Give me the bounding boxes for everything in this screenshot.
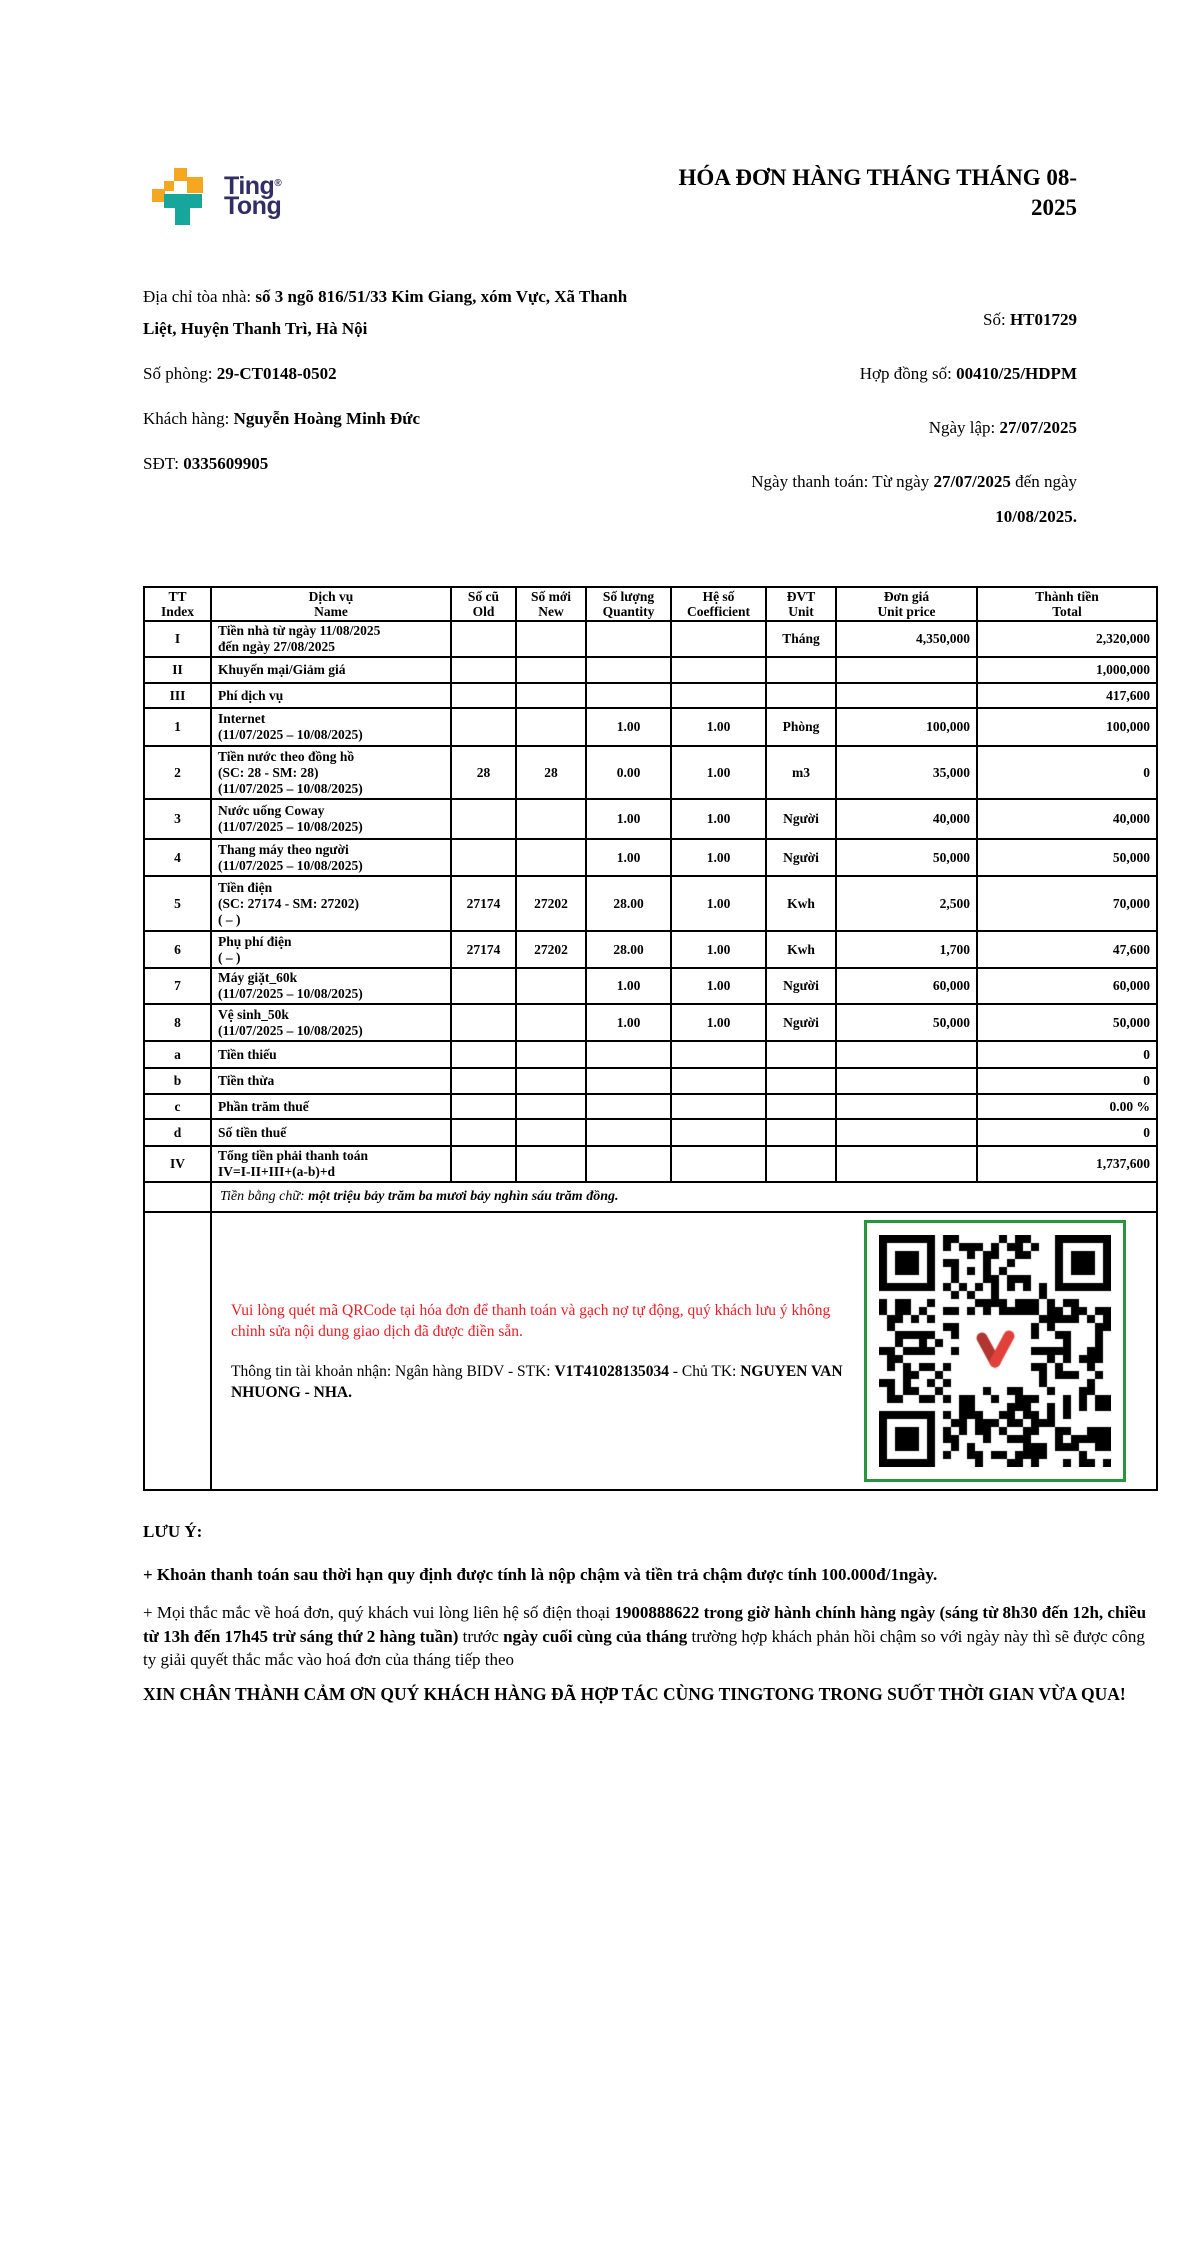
- table-cell-qty: [586, 1041, 671, 1068]
- table-row: [144, 1146, 1157, 1182]
- table-cell-unit: Người: [766, 1004, 836, 1041]
- table-cell-qty: 1.00: [586, 1004, 671, 1041]
- table-cell-new: [516, 708, 586, 746]
- table-row: [144, 708, 1157, 746]
- info-line: [557, 499, 1077, 534]
- table-cell-coef: 1.00: [671, 876, 766, 931]
- text-segment: 27/07/2025: [999, 418, 1077, 437]
- table-cell-total: 1,000,000: [977, 657, 1157, 683]
- table-cell-tt: 4: [144, 839, 211, 876]
- hotline-note: [143, 1601, 1156, 1672]
- thank-you-note: [143, 1682, 1156, 1707]
- text-segment: SĐT:: [143, 454, 184, 473]
- table-cell-unit: Phòng: [766, 708, 836, 746]
- logo-word-ting: Ting: [224, 172, 275, 200]
- text-segment: đến ngày: [1010, 472, 1077, 491]
- table-cell-coef: [671, 1068, 766, 1094]
- bank-account-info: [231, 1361, 848, 1403]
- table-cell-price: [836, 683, 977, 708]
- column-header: Thành tiền Total: [977, 587, 1157, 621]
- text-segment: - Chủ TK:: [669, 1362, 741, 1380]
- text-segment: 27/07/2025: [933, 472, 1011, 491]
- table-cell-new: [516, 683, 586, 708]
- table-cell-coef: [671, 621, 766, 657]
- table-cell-unit: Kwh: [766, 931, 836, 968]
- table-cell-coef: 1.00: [671, 931, 766, 968]
- table-cell-total: 0: [977, 1119, 1157, 1146]
- table-cell-price: 50,000: [836, 839, 977, 876]
- table-cell-coef: 1.00: [671, 799, 766, 839]
- qr-payment-row: [144, 1212, 1157, 1490]
- table-cell-tt: 8: [144, 1004, 211, 1041]
- table-cell-name: Tiền điện (SC: 27174 - SM: 27202) ( – ): [211, 876, 451, 931]
- table-cell-total: 47,600: [977, 931, 1157, 968]
- table-cell-price: [836, 1068, 977, 1094]
- table-row: [144, 968, 1157, 1004]
- table-cell-total: 0: [977, 746, 1157, 799]
- table-cell-tt: 6: [144, 931, 211, 968]
- tingtong-logo-icon: [152, 168, 210, 234]
- table-cell-old: [451, 968, 516, 1004]
- table-cell-price: 50,000: [836, 1004, 977, 1041]
- table-cell-total: 100,000: [977, 708, 1157, 746]
- table-cell-total: 50,000: [977, 839, 1157, 876]
- table-row: [144, 876, 1157, 931]
- table-cell-price: 4,350,000: [836, 621, 977, 657]
- table-cell-old: [451, 708, 516, 746]
- table-cell-tt: c: [144, 1094, 211, 1119]
- footer-notes: [143, 1521, 1156, 1707]
- table-cell-price: 40,000: [836, 799, 977, 839]
- table-cell-name: Phí dịch vụ: [211, 683, 451, 708]
- table-cell-coef: [671, 1119, 766, 1146]
- table-cell-name: Internet (11/07/2025 – 10/08/2025): [211, 708, 451, 746]
- late-payment-note: [143, 1564, 1156, 1585]
- table-row: [144, 1004, 1157, 1041]
- table-cell-tt: 1: [144, 708, 211, 746]
- table-cell-price: 100,000: [836, 708, 977, 746]
- table-cell-qty: 28.00: [586, 876, 671, 931]
- table-cell-total: 50,000: [977, 1004, 1157, 1041]
- table-cell-name: Máy giặt_60k (11/07/2025 – 10/08/2025): [211, 968, 451, 1004]
- info-line: [557, 302, 1077, 337]
- text-segment: 10/08/2025.: [995, 507, 1077, 526]
- table-cell-tt: 2: [144, 746, 211, 799]
- table-row: [144, 839, 1157, 876]
- table-header-row: [144, 587, 1157, 621]
- invoice-meta-info: [557, 302, 1077, 553]
- table-row: [144, 1094, 1157, 1119]
- tingtong-logo-text: [224, 168, 282, 220]
- table-cell-name: Tiền nước theo đồng hồ (SC: 28 - SM: 28) (11/07/2025 – 10/08/2025): [211, 746, 451, 799]
- text-segment: Ngày lập:: [928, 418, 1000, 437]
- empty-cell: [144, 1212, 211, 1490]
- tingtong-logo: [152, 168, 281, 234]
- table-row: [144, 1068, 1157, 1094]
- table-cell-name: Thang máy theo người (11/07/2025 – 10/08/2025): [211, 839, 451, 876]
- table-cell-tt: I: [144, 621, 211, 657]
- table-cell-price: [836, 1094, 977, 1119]
- table-cell-unit: [766, 1094, 836, 1119]
- text-segment: 00410/25/HDPM: [956, 364, 1077, 383]
- table-cell-unit: [766, 683, 836, 708]
- table-cell-price: 1,700: [836, 931, 977, 968]
- text-segment: ngày cuối cùng của tháng: [503, 1626, 688, 1646]
- table-cell-old: 27174: [451, 931, 516, 968]
- table-cell-tt: a: [144, 1041, 211, 1068]
- table-cell-price: [836, 1041, 977, 1068]
- table-cell-qty: [586, 683, 671, 708]
- table-cell-new: [516, 1119, 586, 1146]
- table-cell-coef: [671, 683, 766, 708]
- table-cell-tt: 3: [144, 799, 211, 839]
- table-cell-price: 60,000: [836, 968, 977, 1004]
- table-cell-coef: 1.00: [671, 1004, 766, 1041]
- table-cell-unit: m3: [766, 746, 836, 799]
- table-cell-total: 417,600: [977, 683, 1157, 708]
- table-cell-total: 60,000: [977, 968, 1157, 1004]
- table-cell-old: [451, 1041, 516, 1068]
- invoice-title-line2: 2025: [1031, 195, 1077, 220]
- registered-mark: ®: [274, 178, 282, 189]
- table-cell-qty: [586, 657, 671, 683]
- text-segment: Khách hàng:: [143, 409, 234, 428]
- qr-code: [879, 1235, 1111, 1467]
- table-cell-name: Tiền thừa: [211, 1068, 451, 1094]
- table-cell-new: 28: [516, 746, 586, 799]
- text-segment: trong giờ hành chính hàng ngày (sáng từ 8h30 đến 12h, chiều từ 13h đến 17h45 trừ sáng thứ 2 hàng tuần): [143, 1603, 1147, 1646]
- table-cell-old: [451, 657, 516, 683]
- table-cell-qty: 1.00: [586, 799, 671, 839]
- table-cell-unit: Người: [766, 839, 836, 876]
- text-segment: Nguyễn Hoàng Minh Đức: [233, 409, 421, 428]
- table-cell-old: [451, 683, 516, 708]
- text-segment: Thông tin tài khoản nhận: Ngân hàng BIDV - STK:: [231, 1362, 555, 1380]
- table-cell-new: 27202: [516, 931, 586, 968]
- table-cell-coef: 1.00: [671, 746, 766, 799]
- table-cell-old: [451, 621, 516, 657]
- table-cell-new: [516, 1068, 586, 1094]
- logo-word-tong: Tong: [224, 192, 282, 220]
- table-cell-old: [451, 1146, 516, 1182]
- qr-code-frame: [864, 1220, 1126, 1482]
- text-segment: + Khoản thanh toán sau thời hạn quy định được tính là nộp chậm và tiền trả chậm được tính 100.000đ/1ngày.: [143, 1565, 938, 1584]
- text-segment: 0335609905: [183, 454, 269, 473]
- table-cell-qty: [586, 621, 671, 657]
- table-cell-new: [516, 621, 586, 657]
- column-header: Số mới New: [516, 587, 586, 621]
- table-cell-qty: 1.00: [586, 968, 671, 1004]
- text-segment: NGUYEN VAN NHUONG - NHA.: [231, 1362, 843, 1401]
- amount-in-words-cell: Tiền bằng chữ: một triệu bảy trăm ba mươi bảy nghìn sáu trăm đồng.: [211, 1182, 1157, 1212]
- text-segment: trường hợp khách phản hồi chậm so với ngày này thì sẽ được công ty giải quyết thắc mắc vào hoá đơn của tháng tiếp theo: [143, 1626, 1145, 1669]
- text-segment: 1900888622: [614, 1603, 700, 1622]
- table-cell-old: 27174: [451, 876, 516, 931]
- table-cell-total: 40,000: [977, 799, 1157, 839]
- text-segment: 29-CT0148-0502: [216, 364, 337, 383]
- table-cell-name: Phụ phí điện ( – ): [211, 931, 451, 968]
- column-header: Dịch vụ Name: [211, 587, 451, 621]
- qr-instructions: [212, 1300, 864, 1403]
- invoice-table: [143, 586, 1158, 1491]
- table-cell-price: 35,000: [836, 746, 977, 799]
- text-segment: Số phòng:: [143, 364, 217, 383]
- table-cell-name: Khuyến mại/Giảm giá: [211, 657, 451, 683]
- table-cell-tt: 5: [144, 876, 211, 931]
- text-segment: + Mọi thắc mắc về hoá đơn, quý khách vui lòng liên hệ số điện thoại: [143, 1603, 615, 1622]
- text-segment: Hợp đồng số:: [859, 364, 957, 383]
- table-row: [144, 746, 1157, 799]
- info-line: [557, 410, 1077, 445]
- table-cell-new: [516, 657, 586, 683]
- table-cell-name: Vệ sinh_50k (11/07/2025 – 10/08/2025): [211, 1004, 451, 1041]
- table-cell-coef: 1.00: [671, 968, 766, 1004]
- column-header: TT Index: [144, 587, 211, 621]
- text-segment: Ngày thanh toán: Từ ngày: [751, 472, 934, 491]
- text-segment: số 3 ngõ 816/51/33 Kim Giang, xóm Vực, Xã Thanh Liệt, Huyện Thanh Trì, Hà Nội: [143, 287, 628, 338]
- table-cell-qty: [586, 1146, 671, 1182]
- table-cell-total: 0.00 %: [977, 1094, 1157, 1119]
- table-cell-qty: [586, 1094, 671, 1119]
- table-cell-price: [836, 657, 977, 683]
- table-cell-qty: [586, 1119, 671, 1146]
- table-cell-old: [451, 1119, 516, 1146]
- invoice-title-line1: HÓA ĐƠN HÀNG THÁNG THÁNG 08-: [678, 165, 1077, 190]
- table-cell-tt: IV: [144, 1146, 211, 1182]
- table-cell-unit: [766, 1041, 836, 1068]
- table-cell-tt: II: [144, 657, 211, 683]
- table-cell-coef: 1.00: [671, 839, 766, 876]
- invoice-title: [537, 163, 1077, 223]
- table-row: [144, 657, 1157, 683]
- table-cell-old: [451, 1094, 516, 1119]
- table-cell-name: Tiền thiếu: [211, 1041, 451, 1068]
- table-cell-coef: [671, 1041, 766, 1068]
- column-header: Đơn giá Unit price: [836, 587, 977, 621]
- table-cell-new: [516, 1094, 586, 1119]
- table-cell-new: 27202: [516, 876, 586, 931]
- table-cell-unit: [766, 1146, 836, 1182]
- table-cell-price: [836, 1146, 977, 1182]
- text-segment: HT01729: [1009, 310, 1077, 329]
- column-header: Số cũ Old: [451, 587, 516, 621]
- table-cell-qty: 1.00: [586, 708, 671, 746]
- table-cell-name: Nước uống Coway (11/07/2025 – 10/08/2025): [211, 799, 451, 839]
- info-line: [557, 464, 1077, 499]
- table-row: [144, 683, 1157, 708]
- table-cell-new: [516, 968, 586, 1004]
- qr-red-note: Vui lòng quét mã QRCode tại hóa đơn để thanh toán và gạch nợ tự động, quý khách lưu ý không chỉnh sửa nội dung giao dịch đã được điền sẵn.: [231, 1301, 831, 1340]
- table-cell-total: 70,000: [977, 876, 1157, 931]
- table-cell-tt: d: [144, 1119, 211, 1146]
- table-cell-unit: [766, 657, 836, 683]
- amount-in-words-value: một triệu bảy trăm ba mươi bảy nghìn sáu trăm đồng.: [308, 1189, 619, 1204]
- text-segment: trước: [458, 1626, 504, 1646]
- table-cell-coef: [671, 1094, 766, 1119]
- table-row: [144, 931, 1157, 968]
- amount-in-words-row: [144, 1182, 1157, 1212]
- table-cell-unit: Người: [766, 799, 836, 839]
- table-cell-tt: b: [144, 1068, 211, 1094]
- column-header: Hệ số Coefficient: [671, 587, 766, 621]
- text-segment: Số:: [983, 310, 1010, 329]
- text-segment: Địa chỉ tòa nhà:: [143, 287, 256, 306]
- table-cell-unit: [766, 1068, 836, 1094]
- table-cell-name: Tổng tiền phải thanh toán IV=I-II+III+(a-b)+d: [211, 1146, 451, 1182]
- notes-heading: LƯU Ý:: [143, 1522, 203, 1541]
- table-row: [144, 621, 1157, 657]
- table-cell-name: Phần trăm thuế: [211, 1094, 451, 1119]
- table-cell-total: 0: [977, 1041, 1157, 1068]
- table-row: [144, 1041, 1157, 1068]
- table-cell-total: 0: [977, 1068, 1157, 1094]
- table-cell-qty: 0.00: [586, 746, 671, 799]
- table-cell-new: [516, 1146, 586, 1182]
- table-cell-unit: Tháng: [766, 621, 836, 657]
- table-cell-unit: [766, 1119, 836, 1146]
- table-cell-price: 2,500: [836, 876, 977, 931]
- qr-payment-cell: [211, 1212, 1157, 1490]
- empty-cell: [144, 1182, 211, 1212]
- text-segment: XIN CHÂN THÀNH CẢM ƠN QUÝ KHÁCH HÀNG ĐÃ HỢP TÁC CÙNG TINGTONG TRONG SUỐT THỜI GIAN VỪA QUA!: [143, 1683, 1126, 1704]
- table-cell-new: [516, 1004, 586, 1041]
- table-cell-new: [516, 839, 586, 876]
- table-cell-unit: Người: [766, 968, 836, 1004]
- table-row: [144, 799, 1157, 839]
- table-cell-unit: Kwh: [766, 876, 836, 931]
- table-cell-name: Tiền nhà từ ngày 11/08/2025 đến ngày 27/08/2025: [211, 621, 451, 657]
- table-cell-coef: [671, 1146, 766, 1182]
- table-cell-qty: [586, 1068, 671, 1094]
- column-header: Số lượng Quantity: [586, 587, 671, 621]
- table-cell-old: [451, 799, 516, 839]
- table-cell-coef: 1.00: [671, 708, 766, 746]
- table-cell-new: [516, 799, 586, 839]
- table-cell-total: 2,320,000: [977, 621, 1157, 657]
- table-cell-name: Số tiền thuế: [211, 1119, 451, 1146]
- table-cell-old: [451, 1068, 516, 1094]
- table-cell-new: [516, 1041, 586, 1068]
- table-cell-total: 1,737,600: [977, 1146, 1157, 1182]
- table-cell-old: 28: [451, 746, 516, 799]
- table-row: [144, 1119, 1157, 1146]
- table-cell-tt: III: [144, 683, 211, 708]
- table-cell-coef: [671, 657, 766, 683]
- info-line: [557, 356, 1077, 391]
- table-cell-qty: 1.00: [586, 839, 671, 876]
- text-segment: V1T41028135034: [554, 1362, 669, 1380]
- table-cell-price: [836, 1119, 977, 1146]
- table-cell-old: [451, 1004, 516, 1041]
- column-header: ĐVT Unit: [766, 587, 836, 621]
- table-cell-qty: 28.00: [586, 931, 671, 968]
- table-cell-tt: 7: [144, 968, 211, 1004]
- table-cell-old: [451, 839, 516, 876]
